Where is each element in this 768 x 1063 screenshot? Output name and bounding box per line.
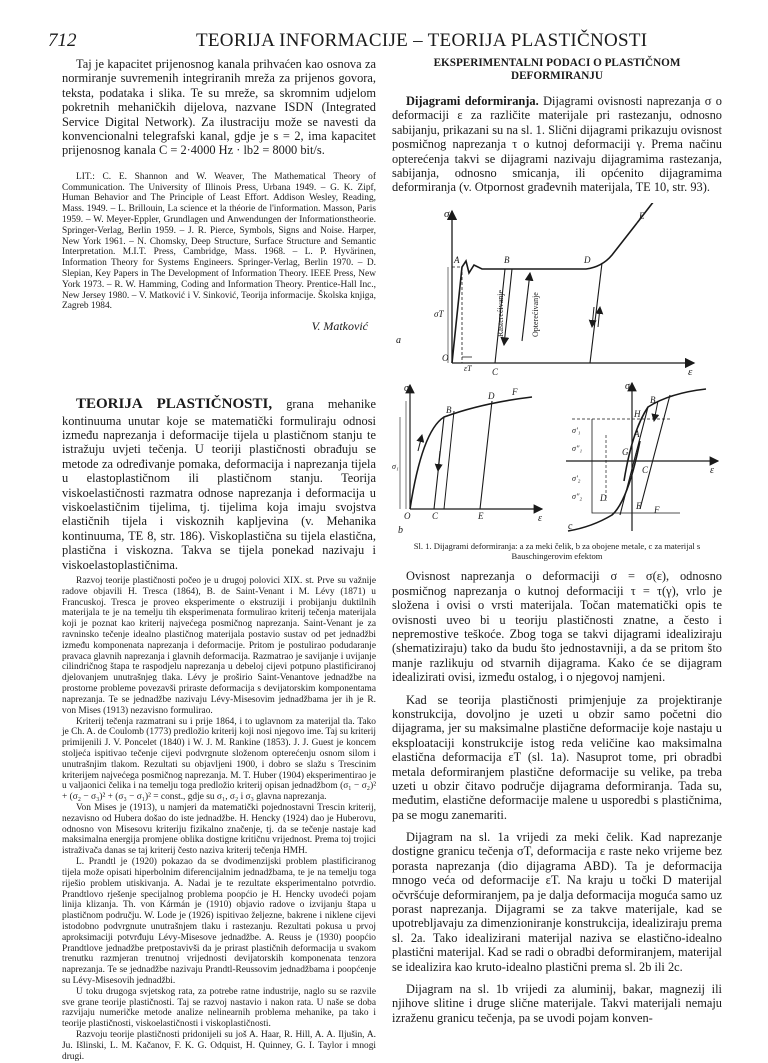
sigma1-label-b: σ₁ (392, 461, 399, 471)
point-c: C (492, 366, 499, 377)
history-paragraph-2: Kriterij tečenja razmatrani su i prije 1864, i to uglavnom za materijal tla. Tako je Ch. A. de Coulomb (1773) predložio kriterij koji nosi njegovo ime. Taj su kriterij primijenili J. V. Poncelet (1840) i W. J. M. Rankine (1853). J. J. Guest je koncem stoljeća ispitivao tečenje cijevi podvrgnute složenom opterećenju osnom silom i unutrašnjim tlakom. Rezultati su objavljeni 1900, i dobro se slažu s Trescinim kriterijem najvećega posmičnog naprezanja. M. T. Huber (1904) eksperimentirao je u valjaonici čelika i na temelju toga predložio kriterij opisan jednadžbom (σ₁ − σ₂)² + (σ₂ − σ₃)² + (σ₃ − σ₁)² = const., gdje su σ₁, σ₂ i σ₃ glavna naprezanja. (62, 716, 376, 803)
article-intro-text: grana mehanike kontinuuma unutar koje se matematički formuliraju odnosi između naprezanja i deformacije tijela u plastičnom stanju te istražuju uvjeti tečenja. U teoriji plastičnosti obrađuju se metode za određivanje pomaka, deformacija i naprezanja tijela u elastoplastičnom ili plastičnom stanju. Teorija viskoelastičnosti razmatra odnose naprezanja i deformacija u viskoelastičnim tijelima, tj. tijelima koja imaju svojstva elastičnih tijela i viskoznih kapljevina (v. Mehanika kontinuuma, TE 8, str. 186). Viskoplastična su tijela elastična, plastična i viskozna. Takva se tijela ponekad nazivaju i viskoelastoplastičnima. (62, 397, 376, 572)
point-c-b: C (432, 510, 439, 521)
sigma-label: σ (444, 207, 450, 220)
sigma-label-c: σ (625, 380, 630, 392)
history-paragraph-1: Razvoj teorije plastičnosti počeo je u drugoj polovici XIX. st. Prve su važnije radove objavili H. Tresca (1864), B. de Saint-Venant i M. Lévy (1871) u Francuskoj. Tresca je proveo eksperimente o ekstruziji i probijanju duktilnih materijala te je na temelju tih eksperimenata formulirao kriterij tečenja materijala koji je poznat kao kriterij najvećega posmičnog naprezanja. Saint-Venant je za ravninsko tečenje idealno plastičnog materijala postavio sustav od pet jednadžbi između komponenata naprezanja i deformacije. Pritom je postulirao podudaranje pravaca glavnih naprezanja i glavnih deformacija. Razmatrao je savijanje i uvijanje cilindričnog štapa te raspodjelu naprezanja u debeloj cijevi potpuno plastificiranoj djelovanjem unutrašnjeg tlaka. Lévy je proširio Saint-Venantove jednadžbe na prostorne probleme povezavši priraste deformacija s devijatorskim komponentama naprezanja. Te se jednadžbe nazivaju Lévy-Misesovim jednadžbama jer ih je R. von Mises (1913) nezavisno formulirao. (62, 575, 376, 716)
point-a-c: A (634, 428, 640, 439)
sigma-pp2-label: σ''₂ (572, 491, 583, 501)
point-b-b: B (446, 404, 452, 415)
point-e-b: E (478, 510, 484, 521)
article-intro (62, 396, 376, 572)
history-paragraph-5: U toku drugoga svjetskog rata, za potrebe ratne industrije, naglo su se razvile sve grane teorije plastičnosti. Taj se razvoj nastavio i nakon rata. U naše se doba razvijaju numeričke metode analize nelinearnih problema mehanike, pa tako i teorije plastičnosti, viskoelastičnosti i viskoplastičnosti. (62, 986, 376, 1030)
point-d-b: D (488, 390, 495, 401)
loading-label: Opterećivanje (531, 291, 540, 337)
paragraph-nonferrous: Dijagram na sl. 1b vrijedi za aluminij, bakar, magnezij ili njihove slitine i druge slične materijale. Takvi materijali nemaju izraženu granicu tečenja, pa se uvodi pojam konven- (392, 982, 722, 1025)
sigma-label-b: σ (404, 382, 409, 394)
fig-b-label: b (398, 524, 403, 535)
history-paragraph-4: L. Prandtl je (1920) pokazao da se dvodimenzijski problem plastificiranog tijela može opisati hiperbolnim diferencijalnim jednadžbama, te je na temelju toga riješio problem utiskivanja. A. Nadai je te rezultate eksperimentalno potvrdio. Prandtlovo rješenje specijalnog problema poopćio je H. Hencky uvodeći pojam linija klizanja. Th. von Kármán je (1910) objavio radove o izvijanju štapa u plastičnom području. W. Lode je (1926) ispitivao željezne, bakrene i niklene cijevi istodobno podvrgnute unutrašnjem tlaku i rastezanju. Rezultati pokusa u prvoj aproksimaciji potvrđuju Lévy-Misesove jednadžbe. A. Reuss je (1930) poopćio Prandtlove jednadžbe pretpostavivši da je prirast plastičnih deformacija u svakom trenutku razmjeran trenutnoj vrijednosti devijatorskih komponenata tenzora naprezanja. Te se jednadžbe nazivaju Prandtl-Reussovim jednadžbama i poopćenje su Lévy-Misesovih jednadžbi. (62, 857, 376, 987)
history-paragraph-3: Von Mises je (1913), u namjeri da matematički pojednostavni Trescin kriterij, nezavisno od Hubera došao do iste jednadžbe. H. Hencky (1924) dao je Huberovu, odnosno von Misesovu kriteriju fizikalno značenje, tj. da se tečenje nastaje kad maksimalna energija promjene oblika dostigne kritičnu vrijednost. Prema toj trojici istraživača danas se taj kriterij često naziva kriterij tečenja HMH. (62, 803, 376, 857)
unloading-label: Rasterećivanje (496, 289, 505, 337)
point-d-c: D (600, 492, 607, 503)
figure-1b-nonferrous (392, 383, 542, 535)
epsilon-label: ε (688, 365, 693, 378)
point-e-c: E (636, 500, 642, 511)
paragraph-mild-steel: Dijagram na sl. 1a vrijedi za meki čelik. Kad naprezanje dostigne granicu tečenja σT, deformacija ε raste neko vrijeme bez porasta naprezanja (dio dijagrama ABD). Ta je deformacija mnogo veća od deformacije εT. Na kraju u točki D materijal očvršćuje deformiranjem, pa je dalja deformacija moguća samo uz porast naprezanja. Dijagrami se za takve materijale, kad se upotrebljavaju za dimenzioniranje konstrukcija, idealiziraju prema sl. 2a. Tako idealizirani materijal naziva se elastično-idealno plastični materijal. Kad se radi o obradbi deformiranjem, materijal se idealizira kao kruto-idealno plastični prema sl. 2b ili 2c. (392, 830, 722, 974)
sigma-p1-label: σ'₁ (572, 425, 581, 435)
sigma-t-label: σT (434, 308, 444, 319)
eps-t-label: εT (464, 363, 472, 373)
point-b-c: B (650, 394, 656, 405)
point-h-c: H (634, 408, 641, 419)
paragraph-lead: Dijagrami deformiranja. (406, 94, 539, 109)
point-d: D (584, 254, 591, 265)
point-g-c: G (622, 446, 629, 457)
author-signature: V. Matković (311, 319, 368, 334)
section-heading: EKSPERIMENTALNI PODACI O PLASTIČNOM DEFORMIRANJU (433, 57, 681, 82)
article-title: TEORIJA PLASTIČNOSTI, (76, 396, 273, 413)
right-column (392, 57, 722, 1025)
intro-paragraph: Taj je kapacitet prijenosnog kanala prihvaćen kao osnova za normiranje suvremenih integriranih mreža za prijenos govora, teksta, podataka i slika. Te su mreže, sa skromnim udjelom pokretnih mehaničkih dijelova, nazvane ISDN (Integrated Service Digital Network). Za ilustraciju može se navesti da konvencionalni telegrafski kanal, gdje je s = 2, ima kapacitet prijenosnog kanala C = 2·4000 Hz · lb2 = 8000 bit/s. (62, 57, 376, 158)
page-header (0, 30, 768, 56)
figure-1a-mild-steel (392, 203, 722, 379)
running-title: TEORIJA INFORMACIJE – TEORIJA PLASTIČNOSTI (196, 30, 648, 51)
point-a: A (454, 254, 460, 265)
figure-1c-bauschinger (566, 381, 718, 532)
point-o: O (442, 352, 449, 363)
paragraph-diagrams-text: Dijagrami ovisnosti naprezanja σ o deformaciji ε za različite materijale pri rastezanju, odnosno sabijanju, prikazani su na sl. 1. Slični dijagrami prikazuju ovisnost posmičnog naprezanja τ o kutnoj deformaciji γ. Prema načinu opterećenja takvi se dijagrami nazivaju dijagramima rastezanja, sabijanja, odnosno smicanja, ili općenito dijagramima deformiranja (v. Otpornost građevnih materijala, TE 10, str. 93). (392, 94, 722, 195)
fig-a-label: a (396, 334, 401, 346)
figure-1bc (392, 381, 722, 535)
paragraph-design: Kad se teorija plastičnosti primjenjuje za projektiranje konstrukcija, dovoljno je uzeti u obzir samo početni dio dijagrama, jer su maksimalne plastične deformacije koje nastaju u eksploataciji konstrukcije istog reda veličine kao maksimalna elastična deformacija εT (sl. 1a). Nasuprot tome, pri obradbi metala deformiranjem plastične deformacije su velike, pa treba uzeti u obzir čitavo područje dijagrama deformiranja. Tada su, međutim, elastične deformacije malene u usporedbi s plastičnima, pa se mogu zanemariti. (392, 692, 722, 822)
fig-c-label: c (568, 520, 573, 532)
left-column (62, 57, 376, 1063)
point-c-c: C (642, 464, 649, 475)
epsilon-label-b: ε (538, 512, 542, 524)
page-number: 712 (48, 30, 77, 51)
paragraph-diagrams (392, 94, 722, 195)
stress-strain-curve (452, 223, 637, 363)
sigma-p2-label: σ'₂ (572, 473, 581, 483)
literature-list: LIT.: C. E. Shannon and W. Weaver, The Mathematical Theory of Communication. The University of Illinois Press, Urbana 1949. – G. K. Zipf, Human Behavior and The Principle of Least Effort. Addison Wesley, Reading, Mass. 1949. – L. Brillouin, La science et la théorie de l'information. Masson, Paris 1959. – W. Meyer-Eppler, Grundlagen und Anwendungen der Informationstheorie. Springer-Verlag, Berlin 1959. – J. R. Pierce, Symbols, Signs and Noise. Harper, New York 1961. – N. Chomsky, Deep Structure, Surface Structure and Semantic Interpretation. M.I.T. Press, Cambridge, Mass. 1968. – L. P. Hyvärinen, Information Theory for Systems Engineers. Springer-Verlag, Berlin 1970. – D. Slepian, Key Papers in The Development of Information Theory. IEEE Press, New York 1973. – R. W. Hamming, Coding and Information Theory. Prentice-Hall Inc., New Jersey 1980. – V. Matković i V. Sinković, Teorija informacije. Školska knjiga, Zagreb 1984. (62, 171, 376, 312)
point-b: B (504, 254, 510, 265)
point-f-b: F (512, 386, 518, 397)
point-o-b: O (404, 510, 411, 521)
sigma-pp1-label: σ''₁ (572, 443, 583, 453)
paragraph-idealization: Ovisnost naprezanja o deformaciji σ = σ(ε), odnosno posmičnog naprezanja o kutnoj deformaciji τ = τ(γ), vrlo je složena i ovisi o vrsti materijala. Točan matematički opis te ovisnosti uveo bi u teoriju plastičnosti znatne, a često i nepremostive teškoće. Zbog toga se takvi dijagrami idealiziraju (shematiziraju) tako da budu što jednostavniji, a da se pritom što manje razlikuju od stvarnih dijagrama. Kako će se dijagram idealizirati ovisi, između ostalog, i o njegovoj namjeni. (392, 569, 722, 685)
figure-caption: Sl. 1. Dijagrami deformiranja: a za meki čelik, b za obojene metale, c za materijal s Bauschingerovim efektom (413, 540, 701, 562)
epsilon-label-c: ε (710, 464, 714, 476)
history-paragraph-6: Razvoju teorije plastičnosti pridonijeli su još A. Haar, R. Hill, A. A. Iljušin, A. Ju. Išlinski, L. M. Kačanov, F. K. G. Odquist, H. Quinney, G. I. Taylor i mnogi drugi. (62, 1030, 376, 1062)
point-e: E (639, 210, 645, 221)
point-f-c: F (654, 504, 660, 515)
